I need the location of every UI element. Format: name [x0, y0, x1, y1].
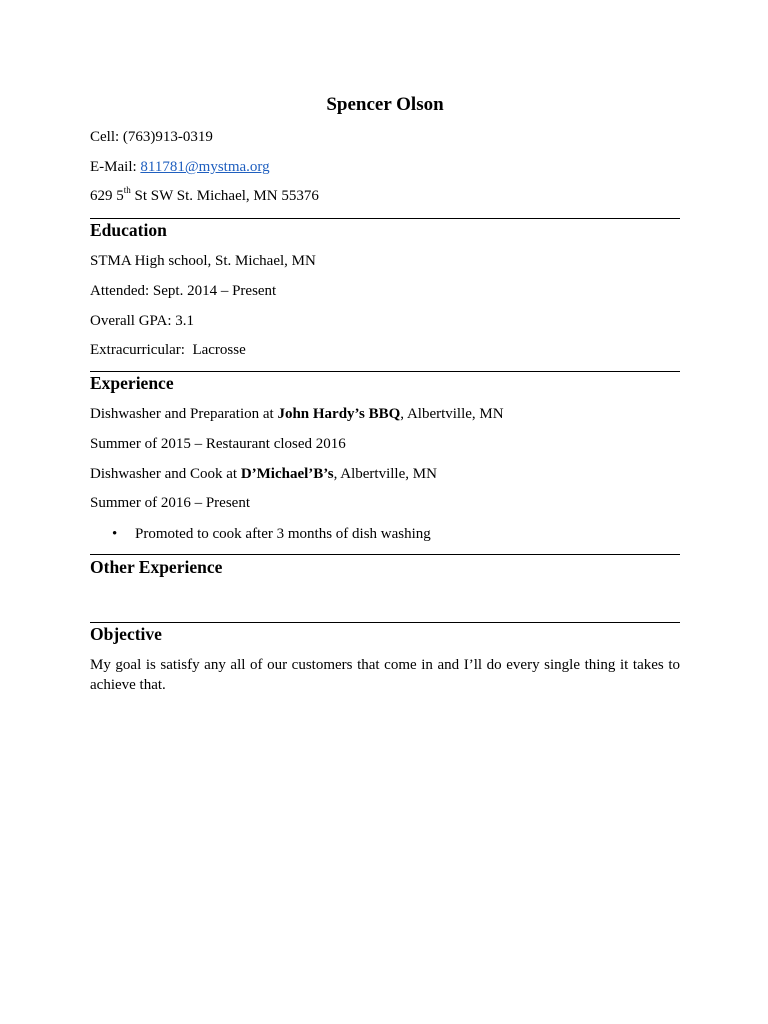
email-label: E-Mail:	[90, 159, 141, 175]
cell-line	[90, 127, 213, 147]
education-gpa: Overall GPA: 3.1	[90, 313, 195, 329]
cell-label: Cell:	[90, 129, 123, 145]
experience-heading: Experience	[90, 373, 174, 393]
job1-employer: John Hardy’s BBQ	[277, 406, 401, 422]
job1-suffix: , Albertville, MN	[400, 406, 504, 422]
job1-dates: Summer of 2015 – Restaurant closed 2016	[90, 436, 346, 452]
email-link[interactable]: 811781@mystma.org	[140, 159, 270, 175]
bullet-text: Promoted to cook after 3 months of dish washing	[135, 526, 431, 542]
objective-rule	[90, 622, 680, 623]
education-school: STMA High school, St. Michael, MN	[90, 253, 316, 269]
job2-prefix: Dishwasher and Cook at	[90, 466, 241, 482]
other-experience-heading: Other Experience	[90, 557, 223, 577]
address-number: 629 5	[90, 188, 124, 204]
job2-suffix: , Albertville, MN	[333, 466, 437, 482]
list-item	[112, 524, 431, 544]
education-extracurricular: Extracurricular: Lacrosse	[90, 342, 246, 358]
education-rule	[90, 218, 680, 219]
email-line	[90, 157, 270, 177]
address-rest: St SW St. Michael, MN 55376	[130, 188, 319, 204]
address-ordinal-suffix: th	[123, 185, 131, 195]
education-heading: Education	[90, 220, 167, 240]
objective-text: My goal is satisfy any all of our customers that come in and I’ll do every single thing it takes to achieve that.	[90, 657, 680, 693]
cell-value: (763)913-0319	[122, 129, 213, 145]
objective-heading: Objective	[90, 624, 162, 644]
job2-employer: D’Michael’B’s	[240, 466, 334, 482]
job2-title-line	[90, 464, 437, 484]
job1-prefix: Dishwasher and Preparation at	[90, 406, 278, 422]
bullet-icon: •	[112, 526, 118, 542]
education-attended: Attended: Sept. 2014 – Present	[90, 283, 277, 299]
job2-dates: Summer of 2016 – Present	[90, 495, 250, 511]
experience-rule	[90, 371, 680, 372]
resume-name: Spencer Olson	[326, 94, 444, 115]
job1-title-line	[90, 404, 504, 424]
address-line	[90, 186, 319, 206]
